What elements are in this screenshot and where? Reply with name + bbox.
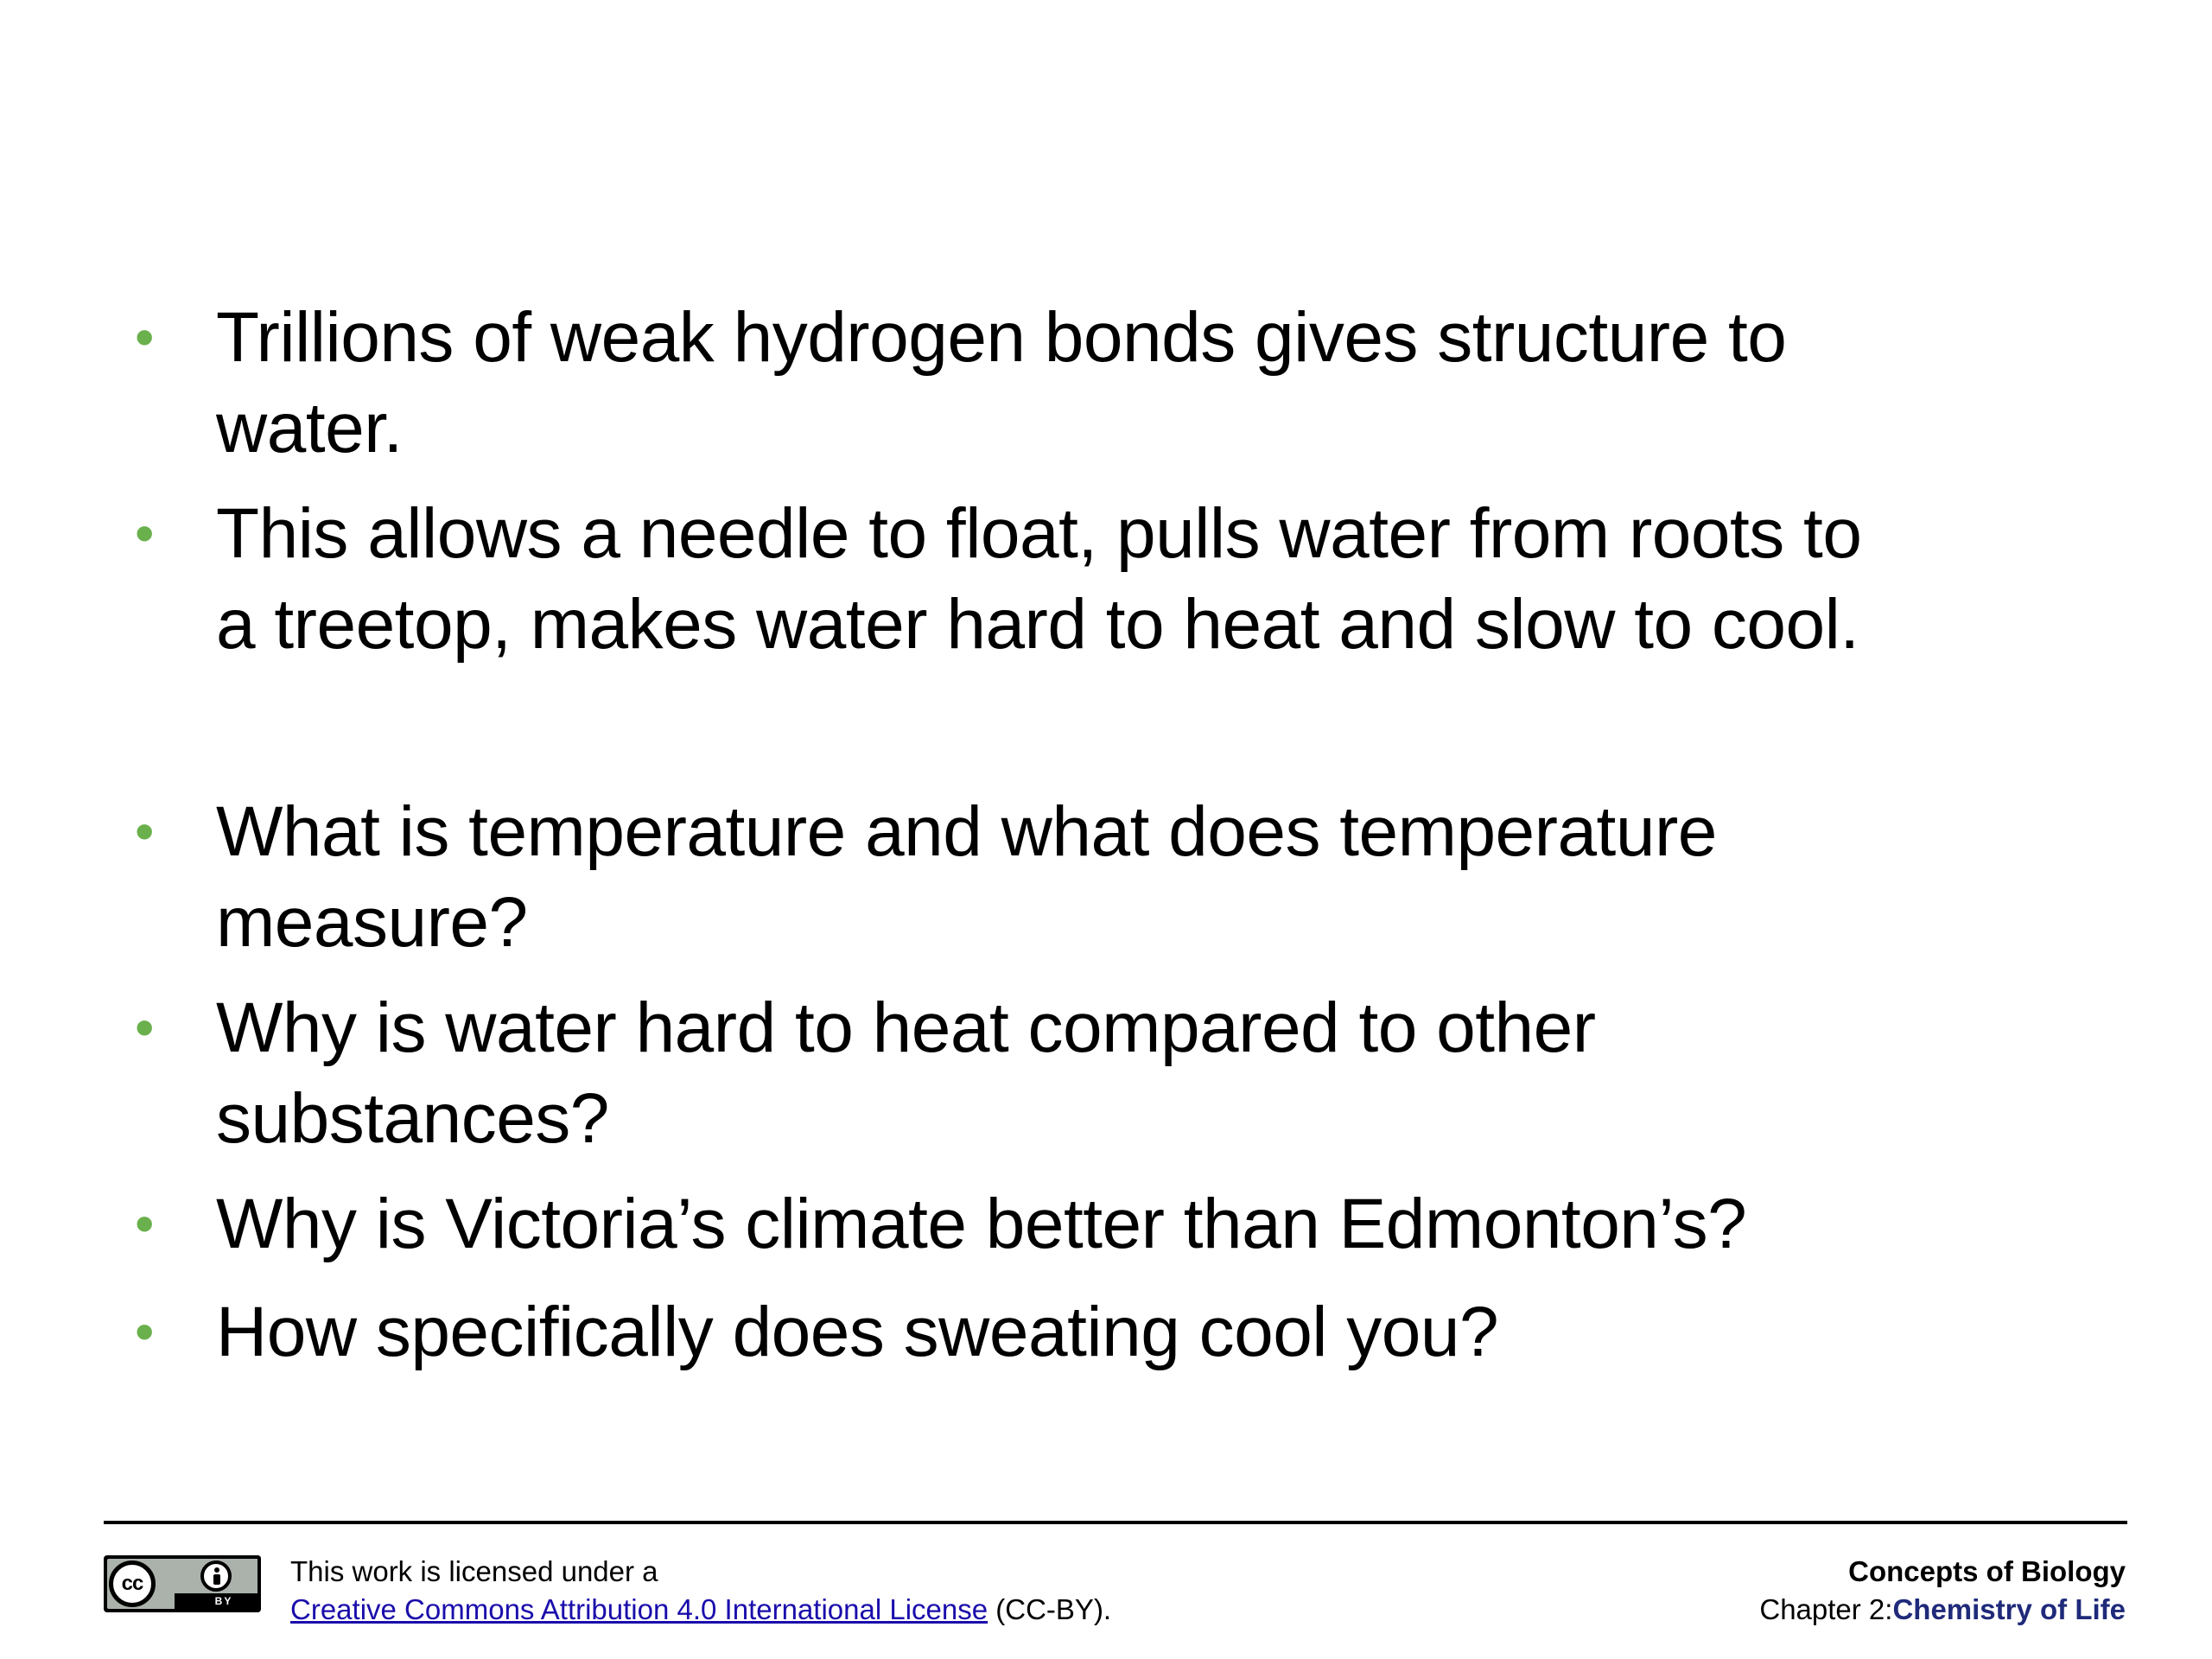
license-link-line (290, 1591, 1111, 1629)
course-title: Concepts of Biology (1848, 1555, 2126, 1587)
bullet-text: This allows a needle to float, pulls water from roots to a treetop, makes water hard to heat and slow to cool. (216, 494, 1862, 664)
person-body-icon (213, 1574, 220, 1585)
license-link[interactable]: Creative Commons Attribution 4.0 International License (290, 1593, 988, 1625)
bullet-item (130, 982, 2100, 1164)
bullet-item (130, 488, 2100, 670)
person-head-icon (214, 1567, 219, 1573)
footer-divider (104, 1521, 2127, 1524)
course-info (1759, 1553, 2126, 1629)
chapter-prefix: Chapter 2: (1759, 1593, 1893, 1625)
bullet-item (130, 1179, 2100, 1269)
bullet-marker: • (135, 800, 155, 862)
by-label: BY (214, 1595, 233, 1607)
attribution-person-icon (200, 1560, 232, 1592)
bullet-marker: • (135, 502, 155, 564)
bullet-item (130, 292, 2100, 474)
bullet-item (130, 786, 2100, 968)
bullet-marker: • (135, 1192, 155, 1255)
bullet-marker: • (135, 996, 155, 1058)
cc-logo-icon: cc (109, 1560, 156, 1607)
license-suffix: (CC-BY). (988, 1593, 1112, 1625)
bullet-marker: • (135, 306, 155, 368)
license-line: This work is licensed under a (290, 1555, 658, 1587)
bullet-text: What is temperature and what does temperature measure? (216, 792, 1717, 962)
bullet-marker: • (135, 1300, 155, 1363)
bullet-text: Why is water hard to heat compared to other substances? (216, 988, 1596, 1158)
bullet-text: How specifically does sweating cool you? (216, 1293, 1499, 1371)
bullet-text: Why is Victoria’s climate better than Edmonton’s? (216, 1185, 1747, 1263)
chapter-line (1759, 1591, 2126, 1629)
cc-by-license-icon (104, 1555, 261, 1612)
license-notice (290, 1553, 1111, 1629)
bullet-text: Trillions of weak hydrogen bonds gives structure to water. (216, 298, 1787, 467)
bullet-item (130, 1287, 2100, 1377)
chapter-name: Chemistry of Life (1892, 1593, 2126, 1625)
